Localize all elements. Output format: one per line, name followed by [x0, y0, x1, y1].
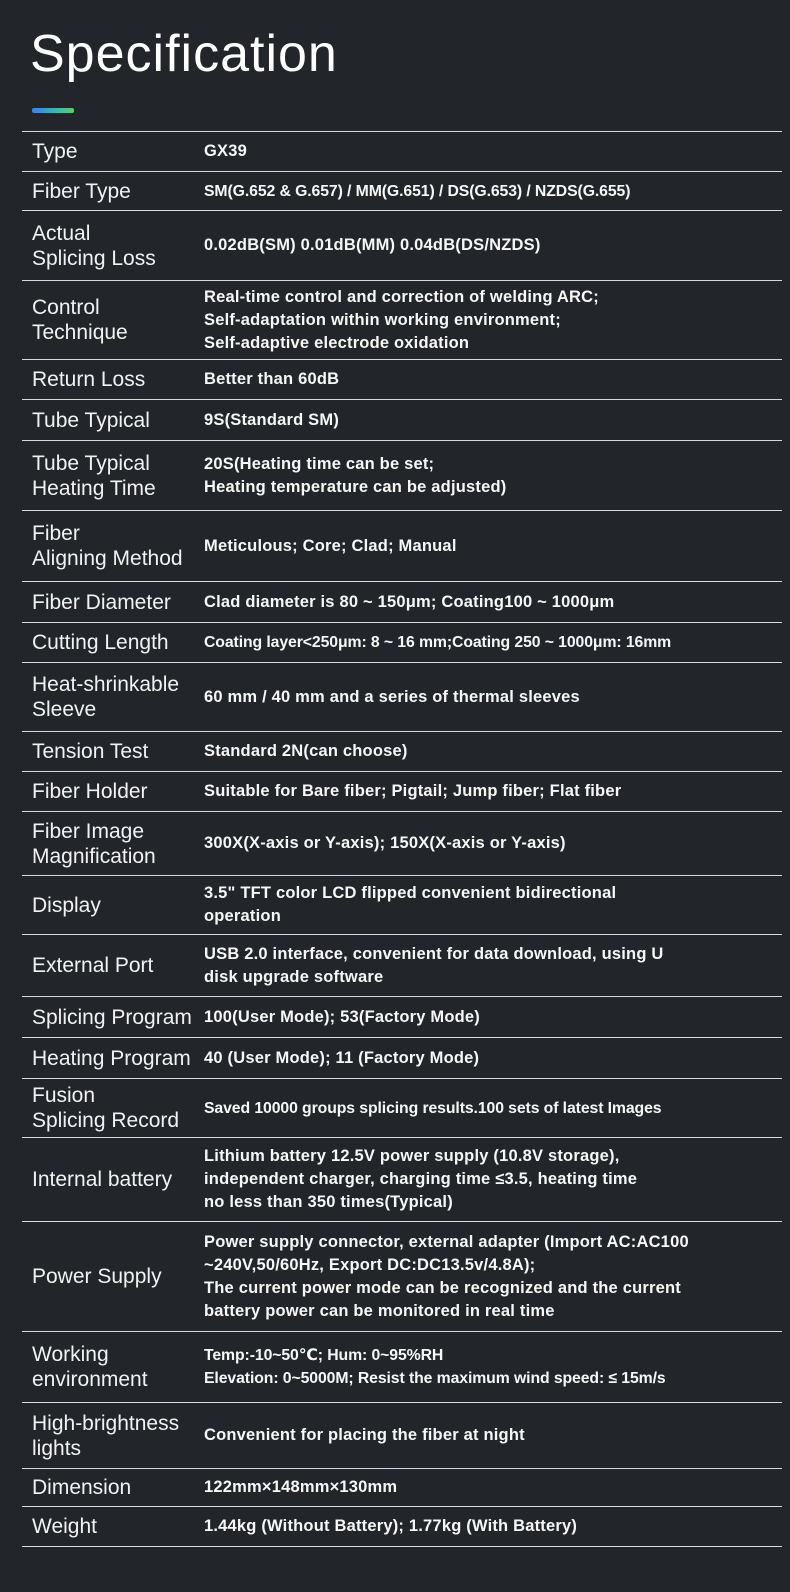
spec-value: Coating layer<250μm: 8 ~ 16 mm;Coating 250 ~ 1000μm: 16mm [204, 634, 672, 651]
spec-value: 60 mm / 40 mm and a series of thermal sleeves [204, 687, 580, 706]
spec-row-cutting-length [22, 623, 782, 663]
spec-row-power-supply [22, 1222, 782, 1332]
spec-value: 122mm×148mm×130mm [204, 1478, 398, 1496]
spec-label: Power Supply [32, 1265, 162, 1288]
spec-row-fiber-type [22, 172, 782, 211]
spec-row-return-loss [22, 360, 782, 400]
spec-label: External Port [32, 954, 154, 977]
spec-row-splicing-loss [22, 211, 782, 281]
spec-value: 0.02dB(SM) 0.01dB(MM) 0.04dB(DS/NZDS) [204, 236, 541, 254]
page-title: Specification [30, 25, 338, 83]
spec-value: GX39 [204, 142, 247, 160]
spec-value: Convenient for placing the fiber at night [204, 1426, 525, 1444]
spec-label: Internal battery [32, 1168, 173, 1191]
spec-value: 3.5" TFT color LCD flipped convenient bidirectional operation [204, 884, 617, 925]
spec-value: Meticulous; Core; Clad; Manual [204, 536, 457, 555]
spec-label: Tube Typical Heating Time [32, 451, 156, 500]
spec-row-weight [22, 1507, 782, 1547]
spec-label: Fiber Holder [32, 780, 148, 803]
spec-label: Fiber Type [32, 179, 131, 203]
spec-label: Fusion Splicing Record [32, 1084, 180, 1132]
spec-label: Display [32, 893, 101, 917]
spec-row-tension-test [22, 732, 782, 772]
spec-value: 100(User Mode); 53(Factory Mode) [204, 1007, 480, 1026]
spec-row-control-technique [22, 281, 782, 360]
spec-row-display [22, 876, 782, 935]
spec-row-heating-time [22, 441, 782, 511]
spec-label: High-brightness lights [32, 1411, 180, 1460]
spec-value: Standard 2N(can choose) [204, 742, 408, 760]
spec-label: Fiber Image Magnification [32, 819, 156, 868]
spec-row-magnification [22, 812, 782, 876]
spec-value: Real-time control and correction of welding ARC; Self-adaptation within working environment; Self-adaptive electrode oxidation [204, 287, 599, 352]
spec-label: Splicing Program [32, 1005, 192, 1029]
spec-row-type [22, 132, 782, 172]
spec-value: 1.44kg (Without Battery); 1.77kg (With Battery) [204, 1517, 578, 1535]
spec-label: Heat-shrinkable Sleeve [32, 673, 180, 721]
spec-row-working-environment [22, 1332, 782, 1403]
spec-value: SM(G.652 & G.657) / MM(G.651) / DS(G.653) / NZDS(G.655) [204, 182, 631, 200]
spec-table [22, 131, 782, 1547]
spec-row-splicing-program [22, 997, 782, 1038]
spec-label: Dimension [32, 1476, 132, 1499]
spec-value: Clad diameter is 80 ~ 150μm; Coating100 ~ 1000μm [204, 592, 615, 611]
spec-label: Tube Typical [32, 408, 150, 432]
spec-value: 9S(Standard SM) [204, 410, 340, 429]
spec-row-lights [22, 1403, 782, 1469]
spec-value: 300X(X-axis or Y-axis); 150X(X-axis or Y-axis) [204, 834, 566, 852]
spec-row-dimension [22, 1469, 782, 1507]
spec-label: Weight [32, 1515, 97, 1538]
spec-label: Type [32, 140, 78, 163]
spec-value: Suitable for Bare fiber; Pigtail; Jump fiber; Flat fiber [204, 782, 622, 800]
spec-label: Tension Test [32, 740, 149, 763]
spec-value: Power supply connector, external adapter (Import AC:AC100 ~240V,50/60Hz, Export DC:DC13.5v/4.8A); The current power mode can be recognized and the current battery power can be monitored in real time [204, 1232, 689, 1320]
spec-value: Lithium battery 12.5V power supply (10.8V storage), independent charger, charging time ≤3.5, heating time no less than 350 times(Typical) [204, 1147, 638, 1211]
spec-label: Working environment [32, 1343, 148, 1391]
spec-row-heating-program [22, 1038, 782, 1079]
spec-row-external-port [22, 935, 782, 997]
spec-value: Better than 60dB [204, 370, 340, 388]
spec-value: Temp:-10~50℃; Hum: 0~95%RH Elevation: 0~5000M; Resist the maximum wind speed: ≤ 15m/s [204, 1347, 666, 1387]
spec-row-fiber-diameter [22, 582, 782, 623]
spec-row-splicing-record [22, 1079, 782, 1138]
spec-value: Saved 10000 groups splicing results.100 sets of latest Images [204, 1099, 662, 1117]
spec-row-sleeve [22, 663, 782, 732]
spec-row-aligning-method [22, 511, 782, 582]
spec-value: 20S(Heating time can be set; Heating temperature can be adjusted) [204, 454, 507, 496]
spec-label: Return Loss [32, 368, 146, 391]
spec-label: Actual Splicing Loss [32, 221, 156, 270]
spec-label: Heating Program [32, 1046, 191, 1070]
spec-label: Fiber Diameter [32, 590, 171, 614]
spec-label: Fiber Aligning Method [32, 522, 183, 570]
spec-row-internal-battery [22, 1138, 782, 1222]
spec-row-tube-typical [22, 400, 782, 441]
spec-label: Cutting Length [32, 631, 169, 654]
spec-value: USB 2.0 interface, convenient for data download, using U disk upgrade software [204, 944, 664, 986]
title-accent-bar [32, 108, 74, 113]
spec-row-fiber-holder [22, 772, 782, 812]
spec-label: Control Technique [32, 296, 128, 344]
spec-value: 40 (User Mode); 11 (Factory Mode) [204, 1048, 480, 1067]
